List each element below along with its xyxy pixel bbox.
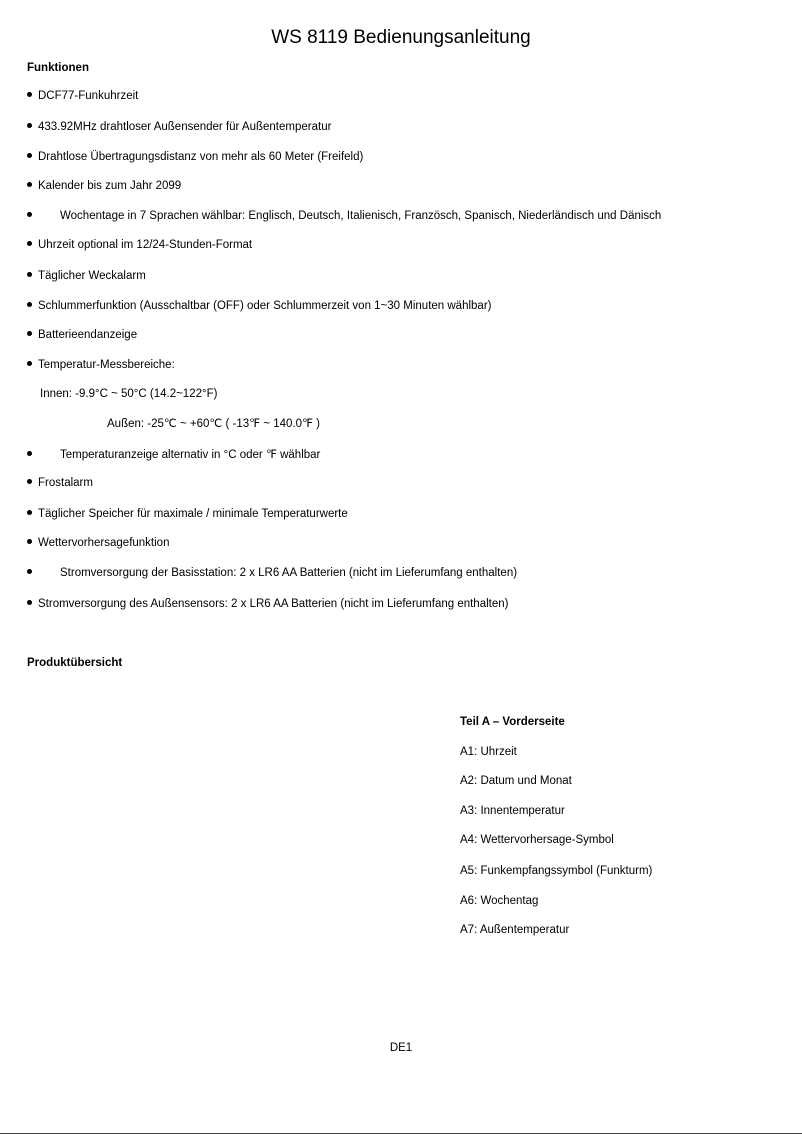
list-item-text: Täglicher Weckalarm [38,270,146,282]
list-item [27,150,363,164]
bullet-icon [27,123,32,128]
part-item: A7: Außentemperatur [460,924,570,936]
list-item-text: Kalender bis zum Jahr 2099 [38,180,182,192]
part-item: A2: Datum und Monat [460,775,572,787]
list-item [27,476,93,490]
part-item: A1: Uhrzeit [460,746,517,758]
bullet-icon [27,241,32,246]
page-divider [0,1133,802,1134]
part-item: A5: Funkempfangssymbol (Funkturm) [460,865,653,877]
list-item-text: Täglicher Speicher für maximale / minimale Temperaturwerte [38,508,348,520]
bullet-icon [27,153,32,158]
list-item [27,566,517,580]
bullet-icon [27,361,32,366]
bullet-icon [27,212,32,217]
list-item [27,89,138,103]
features-heading: Funktionen [27,62,89,74]
list-item-text: Wettervorhersagefunktion [38,537,170,549]
bullet-icon [27,272,32,277]
bullet-icon [27,182,32,187]
list-item [27,238,252,252]
list-item-text: Temperatur-Messbereiche: [38,359,175,371]
page-title: WS 8119 Bedienungsanleitung [271,27,531,48]
list-item-text: Stromversorgung der Basisstation: 2 x LR6 AA Batterien (nicht im Lieferumfang enthalten) [60,567,518,579]
bullet-icon [27,539,32,544]
list-item-text: Uhrzeit optional im 12/24-Stunden-Format [38,239,253,251]
overview-heading: Produktübersicht [27,657,123,669]
bullet-icon [27,92,32,97]
list-item-text: Wochentage in 7 Sprachen wählbar: Englisch, Deutsch, Italienisch, Französch, Spanisch, Niederländisch und Dänisch [60,210,662,222]
part-item: A3: Innentemperatur [460,805,565,817]
list-item [27,179,181,193]
list-item-text: Stromversorgung des Außensensors: 2 x LR6 AA Batterien (nicht im Lieferumfang enthalten) [38,598,509,610]
bullet-icon [27,510,32,515]
list-item-text: DCF77-Funkuhrzeit [38,90,139,102]
list-item [27,269,146,283]
list-item [27,507,348,521]
part-a-heading: Teil A – Vorderseite [460,716,565,728]
bullet-icon [27,451,32,456]
list-item [27,328,137,342]
bullet-icon [27,569,32,574]
bullet-icon [27,600,32,605]
bullet-icon [27,479,32,484]
page-number: DE1 [389,1042,413,1054]
list-item-text: Drahtlose Übertragungsdistanz von mehr als 60 Meter (Freifeld) [38,151,364,163]
bullet-icon [27,331,32,336]
list-item-text: 433.92MHz drahtloser Außensender für Außentemperatur [38,121,332,133]
list-item-text: Temperaturanzeige alternativ in °C oder ℉ wählbar [60,449,321,461]
part-item: A6: Wochentag [460,895,539,907]
list-item [27,536,169,550]
list-item-text: Batterieendanzeige [38,329,138,341]
list-item [27,299,491,313]
list-item-text: Frostalarm [38,477,93,489]
list-item [27,358,175,372]
list-item [27,597,508,611]
part-item: A4: Wettervorhersage-Symbol [460,834,614,846]
list-item-text: Schlummerfunktion (Ausschaltbar (OFF) oder Schlummerzeit von 1~30 Minuten wählbar) [38,300,492,312]
list-item [27,209,661,223]
list-item [27,448,320,462]
range-indoor: Innen: -9.9°C ~ 50°C (14.2~122°F) [40,388,218,400]
list-item [27,120,331,134]
range-outdoor: Außen: -25℃ ~ +60℃ ( -13℉ ~ 140.0℉ ) [107,418,320,430]
bullet-icon [27,302,32,307]
